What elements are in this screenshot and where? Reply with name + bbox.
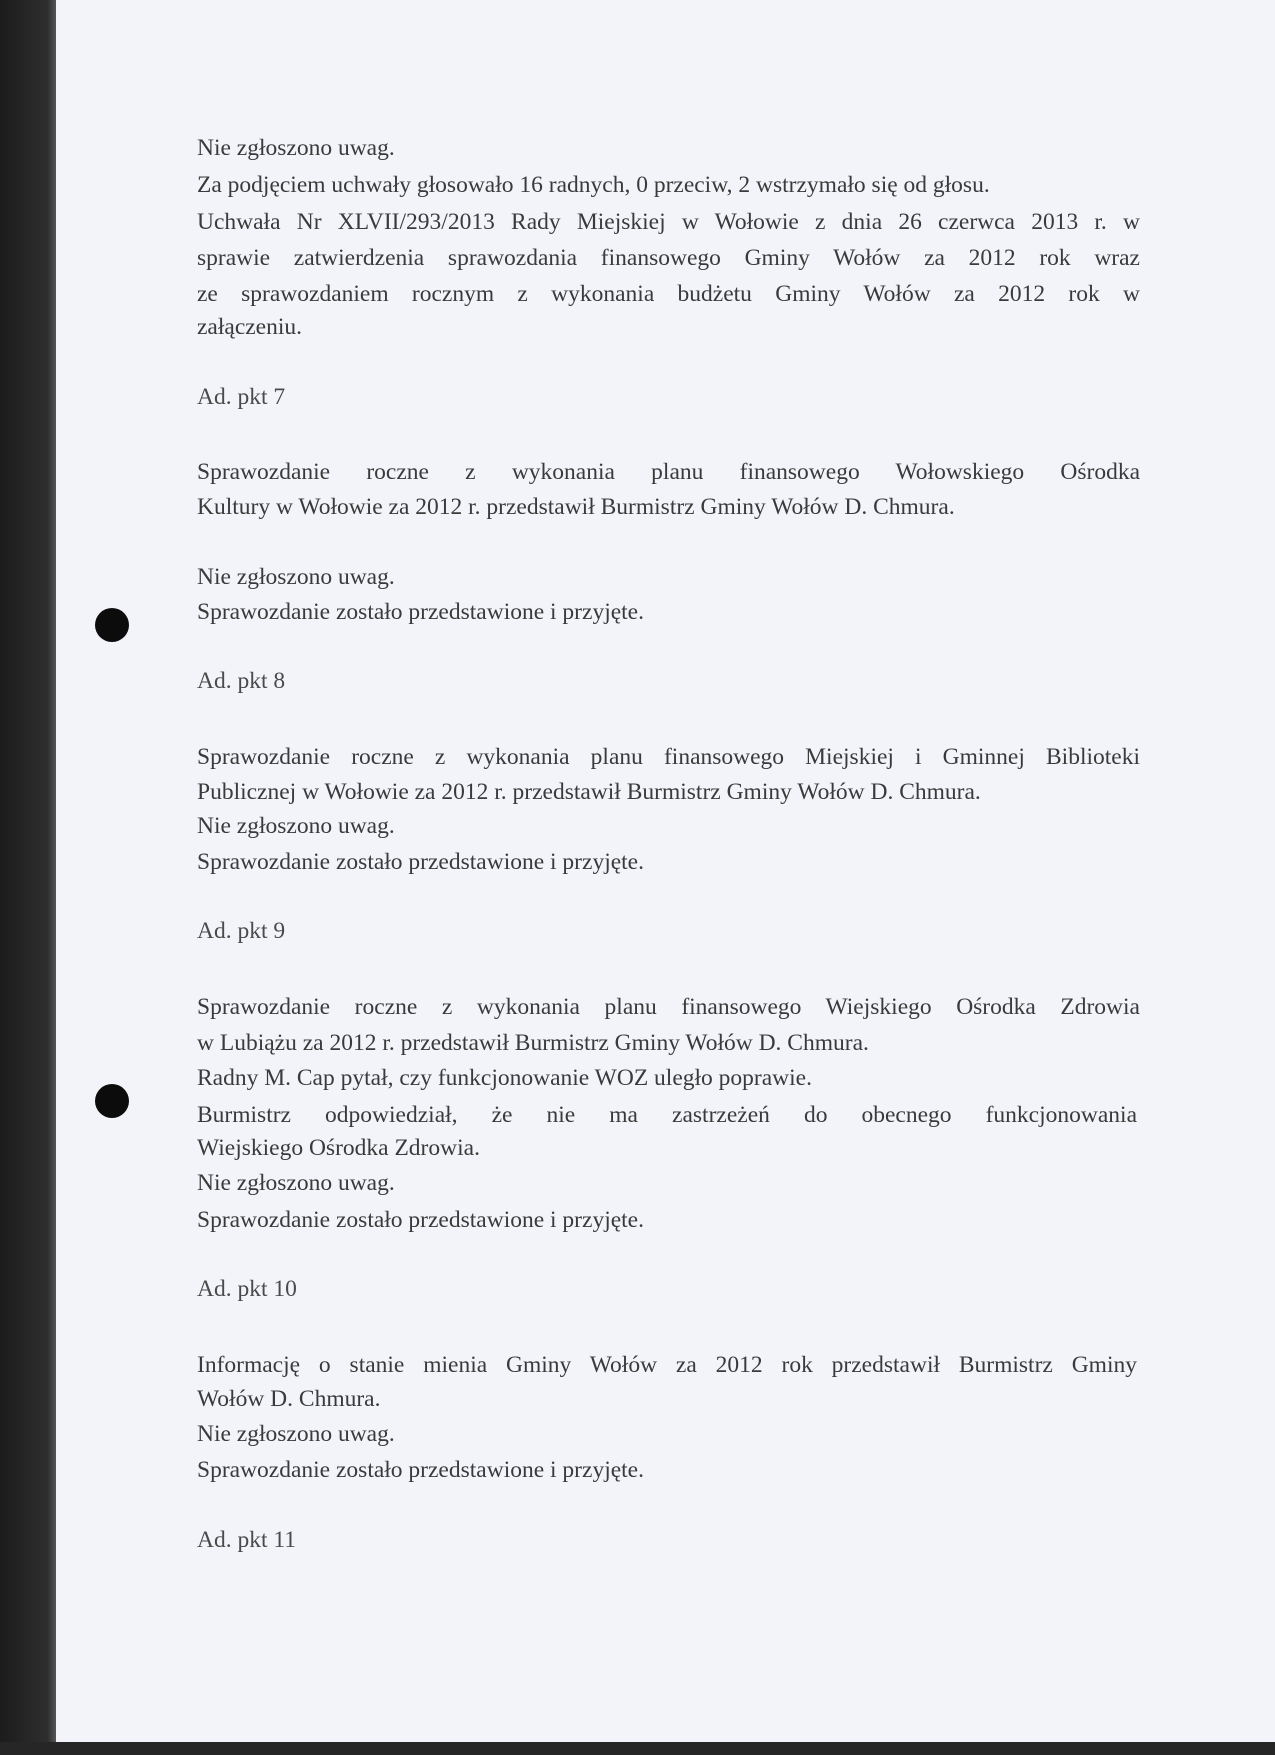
- text-line: Burmistrz odpowiedział, że nie ma zastrzeżeń do obecnego funkcjonowania: [197, 1102, 1137, 1128]
- text-line: Sprawozdanie roczne z wykonania planu finansowego Miejskiej i Gminnej Biblioteki: [197, 744, 1140, 770]
- text-line: Radny M. Cap pytał, czy funkcjonowanie WOZ uległo poprawie.: [197, 1065, 812, 1091]
- text-line: Za podjęciem uchwały głosowało 16 radnych, 0 przeciw, 2 wstrzymało się od głosu.: [197, 172, 990, 198]
- text-line: Nie zgłoszono uwag.: [197, 135, 395, 161]
- punch-hole: [95, 608, 129, 642]
- text-line: Informację o stanie mienia Gminy Wołów za 2012 rok przedstawił Burmistrz Gminy: [197, 1352, 1137, 1378]
- text-line: Wiejskiego Ośrodka Zdrowia.: [197, 1135, 480, 1161]
- text-line: Sprawozdanie zostało przedstawione i przyjęte.: [197, 1207, 644, 1233]
- text-line: Publicznej w Wołowie za 2012 r. przedstawił Burmistrz Gminy Wołów D. Chmura.: [197, 779, 981, 805]
- section-heading: Ad. pkt 10: [197, 1276, 297, 1302]
- text-line: Nie zgłoszono uwag.: [197, 564, 395, 590]
- section-heading: Ad. pkt 11: [197, 1527, 297, 1553]
- text-line: Nie zgłoszono uwag.: [197, 1170, 395, 1196]
- text-line: załączeniu.: [197, 314, 303, 340]
- scan-edge-left: [0, 0, 56, 1755]
- text-line: Nie zgłoszono uwag.: [197, 1421, 395, 1447]
- text-line: Sprawozdanie roczne z wykonania planu finansowego Wołowskiego Ośrodka: [197, 459, 1140, 485]
- scan-edge-bottom: [0, 1742, 1275, 1755]
- punch-hole: [95, 1084, 129, 1118]
- text-line: sprawie zatwierdzenia sprawozdania finansowego Gminy Wołów za 2012 rok wraz: [197, 245, 1140, 271]
- section-heading: Ad. pkt 7: [197, 384, 286, 410]
- text-line: Sprawozdanie roczne z wykonania planu finansowego Wiejskiego Ośrodka Zdrowia: [197, 994, 1140, 1020]
- text-line: w Lubiążu za 2012 r. przedstawił Burmistrz Gminy Wołów D. Chmura.: [197, 1030, 869, 1056]
- text-line: Nie zgłoszono uwag.: [197, 813, 395, 839]
- text-line: Wołów D. Chmura.: [197, 1386, 381, 1412]
- section-heading: Ad. pkt 9: [197, 918, 286, 944]
- text-line: Sprawozdanie zostało przedstawione i przyjęte.: [197, 1457, 644, 1483]
- text-line: Uchwała Nr XLVII/293/2013 Rady Miejskiej w Wołowie z dnia 26 czerwca 2013 r. w: [197, 209, 1140, 235]
- section-heading: Ad. pkt 8: [197, 668, 286, 694]
- text-line: Sprawozdanie zostało przedstawione i przyjęte.: [197, 849, 644, 875]
- text-line: ze sprawozdaniem rocznym z wykonania budżetu Gminy Wołów za 2012 rok w: [197, 281, 1140, 307]
- text-line: Sprawozdanie zostało przedstawione i przyjęte.: [197, 599, 644, 625]
- text-line: Kultury w Wołowie za 2012 r. przedstawił Burmistrz Gminy Wołów D. Chmura.: [197, 494, 955, 520]
